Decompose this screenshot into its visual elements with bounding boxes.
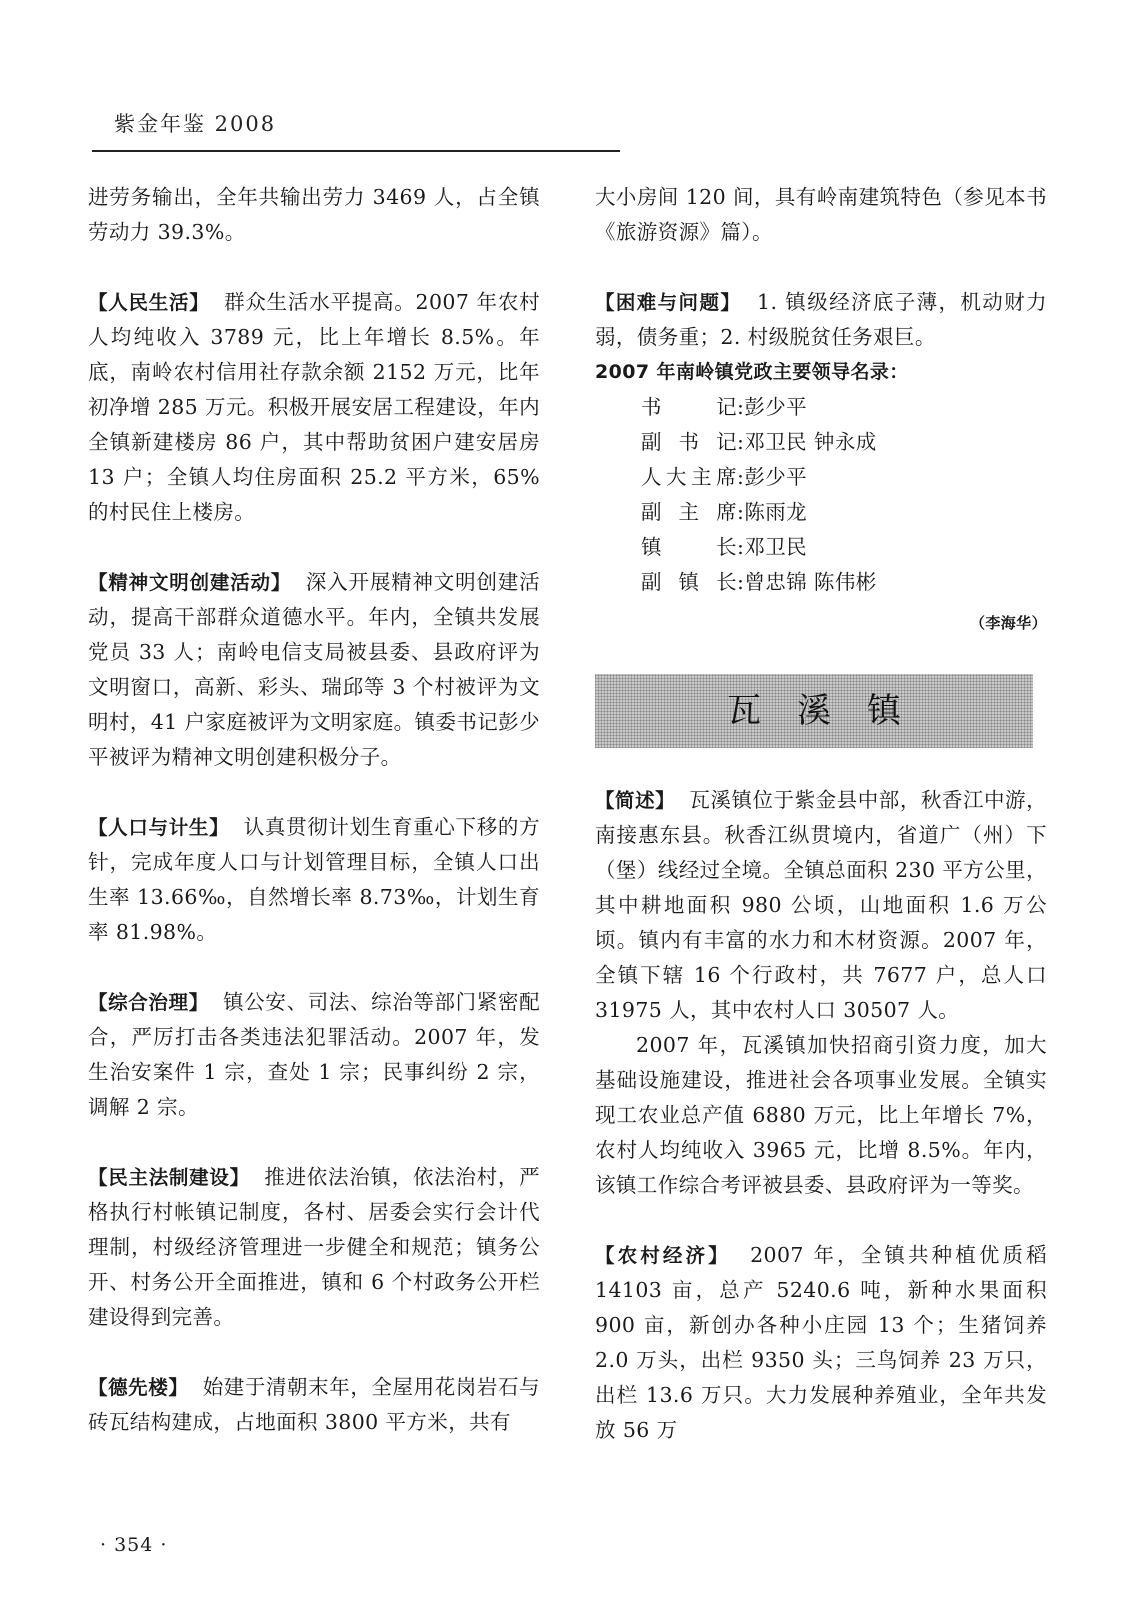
leader-names: 陈雨龙 bbox=[744, 500, 808, 524]
section-overview-continued bbox=[595, 1028, 1047, 1203]
section-text: 1. 镇级经济底子薄，机动财力弱，债务重；2. 村级脱贫任务艰巨。 bbox=[595, 290, 1047, 349]
leader-role: 人 大 主 席 bbox=[641, 465, 737, 489]
section-governance bbox=[88, 985, 540, 1125]
leaders-title: 2007 年南岭镇党政主要领导名录： bbox=[595, 361, 909, 383]
right-column bbox=[595, 180, 1047, 1448]
leader-names: 邓卫民 bbox=[744, 535, 808, 559]
town-section-banner: 瓦溪镇 bbox=[595, 674, 1033, 748]
section-label: 【困难与问题】 bbox=[595, 291, 742, 314]
paragraph-continuation: 大小房间 120 间，具有岭南建筑特色（参见本书《旅游资源》篇）。 bbox=[595, 185, 1047, 244]
leader-role: 副 主 席 bbox=[641, 500, 737, 524]
author-credit: （李海华） bbox=[969, 614, 1047, 632]
section-text: 2007 年，全镇共种植优质稻 14103 亩，总产 5240.6 吨，新种水果面积 900 亩，新创办各种小庄园 13 个；生猪饲养 2.0 万头，出栏 9350 头；三鸟饲养 23 万只，出栏 13.6 万只。大力发展种养殖业，全年共发放 56 万 bbox=[595, 1243, 1048, 1442]
leader-role: 书 记 bbox=[641, 395, 737, 419]
leader-role: 镇 长 bbox=[641, 535, 737, 559]
leader-row: 副 镇 长 : 曾忠锦 陈伟彬 bbox=[595, 565, 1047, 600]
section-label: 【民主法制建设】 bbox=[88, 1166, 250, 1189]
section-rural-economy bbox=[595, 1238, 1047, 1448]
section-people-life bbox=[88, 285, 540, 530]
section-label: 【人民生活】 bbox=[88, 291, 210, 314]
section-text: 瓦溪镇位于紫金县中部，秋香江中游，南接惠东县。秋香江纵贯境内，省道广（州）下（堡）线经过全境。全镇总面积 230 平方公里，其中耕地面积 980 公顷，山地面积 1.6 万公顷。镇内有丰富的水力和木材资源。2007 年，全镇下辖 16 个行政村，共 7677 户，总人口 31975 人，其中农村人口 30507 人。 bbox=[595, 788, 1047, 1022]
leader-row: 书 记 : 彭少平 bbox=[595, 390, 1047, 425]
section-label: 【精神文明创建活动】 bbox=[88, 571, 292, 594]
section-text: 2007 年，瓦溪镇加快招商引资力度，加大基础设施建设，推进社会各项事业发展。全镇实现工农业总产值 6880 万元，比上年增长 7%，农村人均纯收入 3965 元，比增 8.5%。年内，该镇工作综合考评被县委、县政府评为一等奖。 bbox=[595, 1033, 1047, 1197]
section-overview bbox=[595, 783, 1047, 1028]
section-civilization bbox=[88, 565, 540, 775]
section-dexian-building bbox=[88, 1370, 540, 1440]
leader-names: 彭少平 bbox=[744, 395, 808, 419]
leaders-list bbox=[595, 390, 1047, 600]
section-label: 【德先楼】 bbox=[88, 1376, 189, 1399]
leader-names: 彭少平 bbox=[744, 465, 808, 489]
section-label: 【人口与计生】 bbox=[88, 816, 230, 839]
running-header-title: 紫金年鉴 2008 bbox=[114, 112, 277, 136]
section-legal bbox=[88, 1160, 540, 1335]
section-population bbox=[88, 810, 540, 950]
left-column bbox=[88, 180, 540, 1440]
leader-row: 副 书 记 : 邓卫民 钟永成 bbox=[595, 425, 1047, 460]
section-text: 镇公安、司法、综治等部门紧密配合，严厉打击各类违法犯罪活动。2007 年，发生治安案件 1 宗，查处 1 宗；民事纠纷 2 宗，调解 2 宗。 bbox=[88, 990, 540, 1119]
section-text: 推进依法治镇，依法治村，严格执行村帐镇记制度，各村、居委会实行会计代理制，村级经济管理进一步健全和规范；镇务公开、村务公开全面推进，镇和 6 个村政务公开栏建设得到完善。 bbox=[88, 1165, 540, 1329]
section-text: 认真贯彻计划生育重心下移的方针，完成年度人口与计划管理目标，全镇人口出生率 13.66‰，自然增长率 8.73‰，计划生育率 81.98%。 bbox=[88, 815, 540, 944]
section-text: 始建于清朝末年，全屋用花岗岩石与砖瓦结构建成，占地面积 3800 平方米，共有 bbox=[88, 1375, 540, 1434]
section-text: 深入开展精神文明创建活动，提高干部群众道德水平。年内，全镇共发展党员 33 人；南岭电信支局被县委、县政府评为文明窗口，高新、彩头、瑞邱等 3 个村被评为文明村，41 户家庭被评为文明家庭。镇委书记彭少平被评为精神文明创建积极分子。 bbox=[88, 570, 540, 769]
leader-role: 副 镇 长 bbox=[641, 570, 737, 594]
section-label: 【综合治理】 bbox=[88, 991, 209, 1014]
leader-row: 人 大 主 席 : 彭少平 bbox=[595, 460, 1047, 495]
leader-role: 副 书 记 bbox=[641, 430, 737, 454]
section-label: 【农村经济】 bbox=[595, 1244, 731, 1267]
leader-row: 副 主 席 : 陈雨龙 bbox=[595, 495, 1047, 530]
section-text: 群众生活水平提高。2007 年农村人均纯收入 3789 元，比上年增长 8.5%。年底，南岭农村信用社存款余额 2152 万元，比年初净增 285 万元。积极开展安居工程建设，年内全镇新建楼房 86 户，其中帮助贫困户建安居房 13 户；全镇人均住房面积 25.2 平方米，65%的村民住上楼房。 bbox=[88, 290, 540, 524]
header-rule bbox=[92, 150, 620, 152]
leader-row: 镇 长 : 邓卫民 bbox=[595, 530, 1047, 565]
leader-names: 曾忠锦 陈伟彬 bbox=[744, 570, 877, 594]
section-label: 【简述】 bbox=[595, 789, 676, 812]
section-problems bbox=[595, 285, 1047, 355]
leader-names: 邓卫民 钟永成 bbox=[744, 430, 877, 454]
paragraph-continuation: 进劳务输出，全年共输出劳力 3469 人，占全镇劳动力 39.3%。 bbox=[88, 185, 540, 244]
page-number: · 354 · bbox=[100, 1534, 168, 1556]
